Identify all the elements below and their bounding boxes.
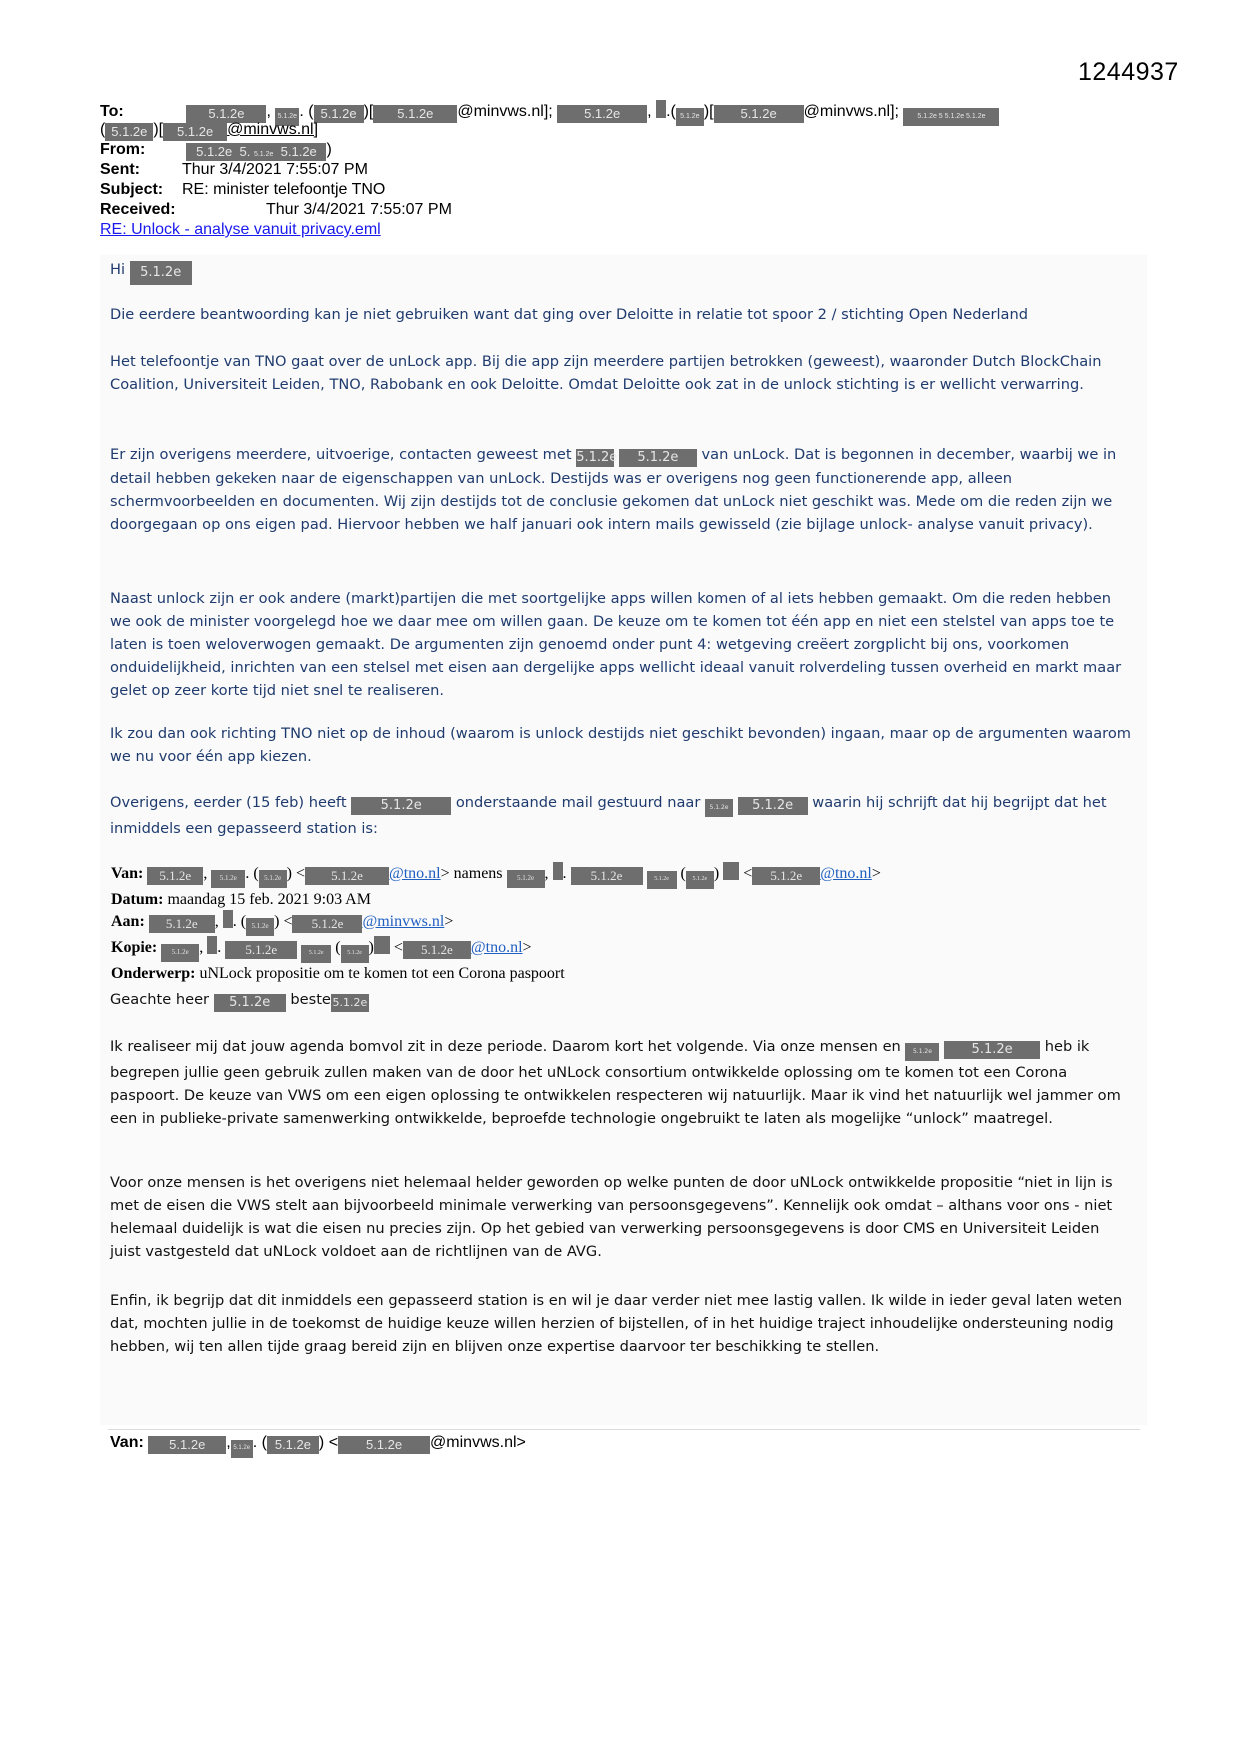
redaction bbox=[223, 910, 233, 928]
received-label: Received: bbox=[100, 201, 176, 218]
redaction: 5.1.2e bbox=[576, 450, 618, 465]
to-domain: @minvws.nl]; bbox=[803, 103, 899, 120]
fwd-van-row: Van: 5.1.2e , 5.1.2e . ( 5.1.2e ) < 5.1.2e @tno.nl> namens 5.1.2e , . 5.1.2e 5.1.2e ( 5.1.2e ) < 5.1.2e @tno.nl> bbox=[111, 862, 881, 889]
redaction: 5.1.2e bbox=[211, 870, 245, 888]
redaction: 5.1.2e bbox=[686, 871, 714, 889]
redaction: 5.1.2e bbox=[225, 941, 297, 959]
greeting: Hi 5.1.2e bbox=[110, 258, 1140, 285]
redaction: 5.1.2e bbox=[161, 944, 199, 962]
redaction: 5.1.2e bbox=[275, 108, 299, 126]
letter-paragraph-3: Enfin, ik begrijp dat dit inmiddels een gepasseerd station is en wil je daar verder niet mee lastig vallen. Ik wilde in ieder geval laten weten dat, mochten jullie in de toekomst de huidige keuze willen herzien of bijstellen, of in het huidige traject inhoudelijke ondersteuning nodig hebben, wij ten allen tijde graag bereid zijn en blijven onze expertise daarvoor ter beschikking te stellen. bbox=[110, 1292, 1123, 1355]
attachment-link[interactable]: RE: Unlock - analyse vanuit privacy.eml bbox=[100, 221, 381, 238]
redaction: 5.1.2e bbox=[301, 945, 331, 963]
redaction: 5.1.2e bbox=[738, 797, 808, 815]
redaction: 5.1.2e bbox=[507, 870, 545, 888]
document-number: 1244937 bbox=[1078, 58, 1179, 86]
to-row: To: 5.1.2e , 5.1.2e . ( 5.1.2e )[ 5.1.2e @minvws.nl]; 5.1.2e , .( 5.1.2e )[ 5.1.2e @minvws.nl]; 5.1.2e 5 5.1.2e 5.1.2e bbox=[100, 100, 1160, 120]
received-row bbox=[100, 200, 1160, 220]
older-message-van-row: Van: 5.1.2e , 5.1.2e . ( 5.1.2e ) < 5.1.2e @minvws.nl> bbox=[110, 1433, 526, 1458]
forwarded-header bbox=[111, 862, 881, 984]
fwd-onderwerp-row: Onderwerp: uNLock propositie om te komen tot een Corona paspoort bbox=[111, 965, 565, 982]
redaction: 5.1.2e bbox=[246, 918, 274, 936]
email-link[interactable]: @tno.nl bbox=[820, 865, 872, 882]
redaction: 5.1.2e bbox=[341, 945, 369, 963]
sent-label: Sent: bbox=[100, 161, 140, 178]
redaction: 5.1.2e bbox=[752, 867, 820, 885]
email-link[interactable]: @tno.nl bbox=[389, 865, 441, 882]
letter-salutation: Geachte heer 5.1.2e beste 5.1.2e bbox=[110, 991, 368, 1010]
redaction: 5.1.2e bbox=[403, 941, 471, 959]
redaction: 5.1.2e bbox=[130, 261, 192, 285]
fwd-aan-row: Aan: 5.1.2e , . ( 5.1.2e ) < 5.1.2e @minvws.nl> bbox=[111, 910, 881, 936]
redaction bbox=[656, 100, 666, 118]
to-domain: @minvws.nl]; bbox=[457, 103, 553, 120]
redaction: 5.1.2e bbox=[148, 1436, 226, 1454]
redaction: 5.1.2e bbox=[105, 123, 153, 141]
email-header bbox=[100, 100, 1160, 240]
from-row: From: 5.1.2e 5. 5.1.2e 5.1.2e ) bbox=[100, 141, 332, 159]
redaction: 5.1.2e bbox=[186, 105, 266, 123]
attachment-row bbox=[100, 220, 1160, 240]
reply-paragraph-3: Er zijn overigens meerdere, uitvoerige, contacten geweest met 5.1.2e 5.1.2e van unLock. Dat is begonnen in december, waarbij we in detail hebben gekeken naar de eigenschappen van unLock. Destijds was er overigens nog geen functionerende app, alleen schermvoorbeelden en documenten. Wij zijn destijds tot de conclusie gekomen dat unLock niet geschikt was. Mede om die reden zijn we doorgegaan op ons eigen pad. Hiervoor hebben we half januari ook intern mails gewisseld (zie bijlage unlock- analyse vanuit privacy). bbox=[110, 446, 1117, 533]
redaction: 5.1.2e bbox=[214, 994, 286, 1012]
subject-value: RE: minister telefoontje TNO bbox=[182, 181, 386, 198]
separator-line bbox=[108, 1429, 1140, 1430]
redaction: 5.1.2e bbox=[351, 797, 451, 815]
redaction: 5.1.2e bbox=[905, 1043, 939, 1061]
redaction: 5.1.2e bbox=[944, 1041, 1040, 1059]
redaction: 5.1.2e bbox=[149, 915, 215, 933]
letter-paragraph-2: Voor onze mensen is het overigens niet helemaal helder geworden op welke punten de door uNLock ontwikkelde propositie “niet in lijn is met de eisen die VWS stelt aan bijvoorbeeld minimale verwerking van persoonsgegevens”. Kennelijk ook omdat – althans voor ons - niet helemaal duidelijk is wat die eisen nu precies zijn. Op het gebied van verwerking persoonsgegevens is door CMS en Universiteit Leiden juist vastgesteld dat uNLock voldoet aan de richtlijnen van de AVG. bbox=[110, 1174, 1113, 1260]
redaction: 5.1.2e bbox=[373, 105, 457, 123]
subject-row bbox=[100, 180, 1160, 200]
redaction bbox=[374, 936, 390, 954]
redaction: 5.1.2e 5. 5.1.2e 5.1.2e bbox=[186, 143, 326, 161]
redaction bbox=[723, 862, 739, 880]
received-value: Thur 3/4/2021 7:55:07 PM bbox=[266, 201, 452, 218]
reply-paragraph-5: Ik zou dan ook richting TNO niet op de inhoud (waarom is unlock destijds niet geschikt bevonden) ingaan, maar op de argumenten waarom we nu voor één app kiezen. bbox=[110, 725, 1131, 765]
redaction: 5.1.2e bbox=[338, 1436, 430, 1454]
redaction: 5.1.2e bbox=[714, 105, 804, 123]
reply-paragraph-4: Naast unlock zijn er ook andere (markt)partijen die met soortgelijke apps willen komen of al iets hebben gemaakt. Om die reden hebben we ook de minister voorgelegd hoe we daar mee om willen gaan. De keuze om te komen tot één app en niet een stelstel van apps toe te laten is toen weloverwogen gemaakt. De argumenten zijn genoemd onder punt 4: wetgeving creëert zorgplicht bij ons, voorkomen onduidelijkheid, inrichten van een stelsel met eisen aan dergelijke apps wellicht ideaal vanuit rolverdeling tussen overheid en markt maar gelet op zeer korte tijd niet snel te realiseren. bbox=[110, 590, 1122, 699]
redaction: 5.1.2e bbox=[147, 867, 203, 885]
redaction: 5.1.2e bbox=[619, 449, 697, 467]
redaction: 5.1.2e bbox=[557, 105, 647, 123]
redaction bbox=[207, 936, 217, 954]
email-link[interactable]: @minvws.nl bbox=[362, 913, 445, 930]
sent-row bbox=[100, 160, 1160, 180]
to-row-continued: ( 5.1.2e )[ 5.1.2e @minvws.nl] bbox=[100, 121, 319, 139]
redaction: 5.1.2e bbox=[314, 105, 364, 123]
reply-paragraph-2: Het telefoontje van TNO gaat over de unLock app. Bij die app zijn meerdere partijen betrokken (geweest), waaronder Dutch BlockChain Coalition, Universiteit Leiden, TNO, Rabobank en ook Deloitte. Omdat Deloitte ook zat in de unlock stichting is er wellicht verwarring. bbox=[110, 353, 1102, 393]
redaction: 5.1.2e bbox=[705, 799, 733, 817]
subject-label: Subject: bbox=[100, 181, 164, 198]
redaction: 5.1.2e bbox=[267, 1436, 319, 1454]
redaction: 5.1.2e bbox=[331, 994, 369, 1012]
redaction: 5.1.2e bbox=[231, 1440, 253, 1458]
redaction: 5.1.2e bbox=[163, 123, 227, 141]
letter-paragraph-1: Ik realiseer mij dat jouw agenda bomvol zit in deze periode. Daarom kort het volgende. Via onze mensen en 5.1.2e 5.1.2e heb ik begrepen jullie geen gebruik zullen maken van de door het uNLock consortium ontwikkelde oplossing om te komen tot een Corona paspoort. De keuze van VWS om een eigen oplossing te ontwikkelen respecteren wij natuurlijk. Maar ik vind het natuurlijk wel jammer om een in publieke-private samenwerking ontwikkelde, beproefde technologie ongebruikt te laten als mogelijke “unlock” maatregel. bbox=[110, 1038, 1121, 1127]
fwd-kopie-row: Kopie: 5.1.2e , . 5.1.2e 5.1.2e ( 5.1.2e ) < 5.1.2e @tno.nl> bbox=[111, 936, 881, 963]
to-domain: @minvws.nl] bbox=[227, 121, 319, 138]
redaction: 5.1.2e bbox=[676, 108, 704, 126]
from-label: From: bbox=[100, 141, 146, 158]
redaction: 5.1.2e bbox=[647, 871, 677, 889]
redaction: 5.1.2e bbox=[305, 867, 389, 885]
sent-value: Thur 3/4/2021 7:55:07 PM bbox=[182, 161, 368, 178]
redaction bbox=[553, 862, 563, 880]
redaction: 5.1.2e bbox=[571, 867, 643, 885]
to-label: To: bbox=[100, 103, 124, 120]
redaction: 5.1.2e bbox=[259, 870, 287, 888]
redaction: 5.1.2e bbox=[292, 915, 362, 933]
reply-paragraph-1: Die eerdere beantwoording kan je niet gebruiken want dat ging over Deloitte in relatie tot spoor 2 / stichting Open Nederland bbox=[110, 306, 1028, 323]
email-link[interactable]: @tno.nl bbox=[470, 939, 523, 956]
reply-paragraph-6: Overigens, eerder (15 feb) heeft 5.1.2e onderstaande mail gestuurd naar 5.1.2e 5.1.2e waarin hij schrijft dat hij begrijpt dat het inmiddels een gepasseerd station is: bbox=[110, 794, 1107, 837]
fwd-datum-row: Datum: maandag 15 feb. 2021 9:03 AM bbox=[111, 891, 371, 908]
redaction: 5.1.2e 5 5.1.2e 5.1.2e bbox=[903, 108, 999, 126]
